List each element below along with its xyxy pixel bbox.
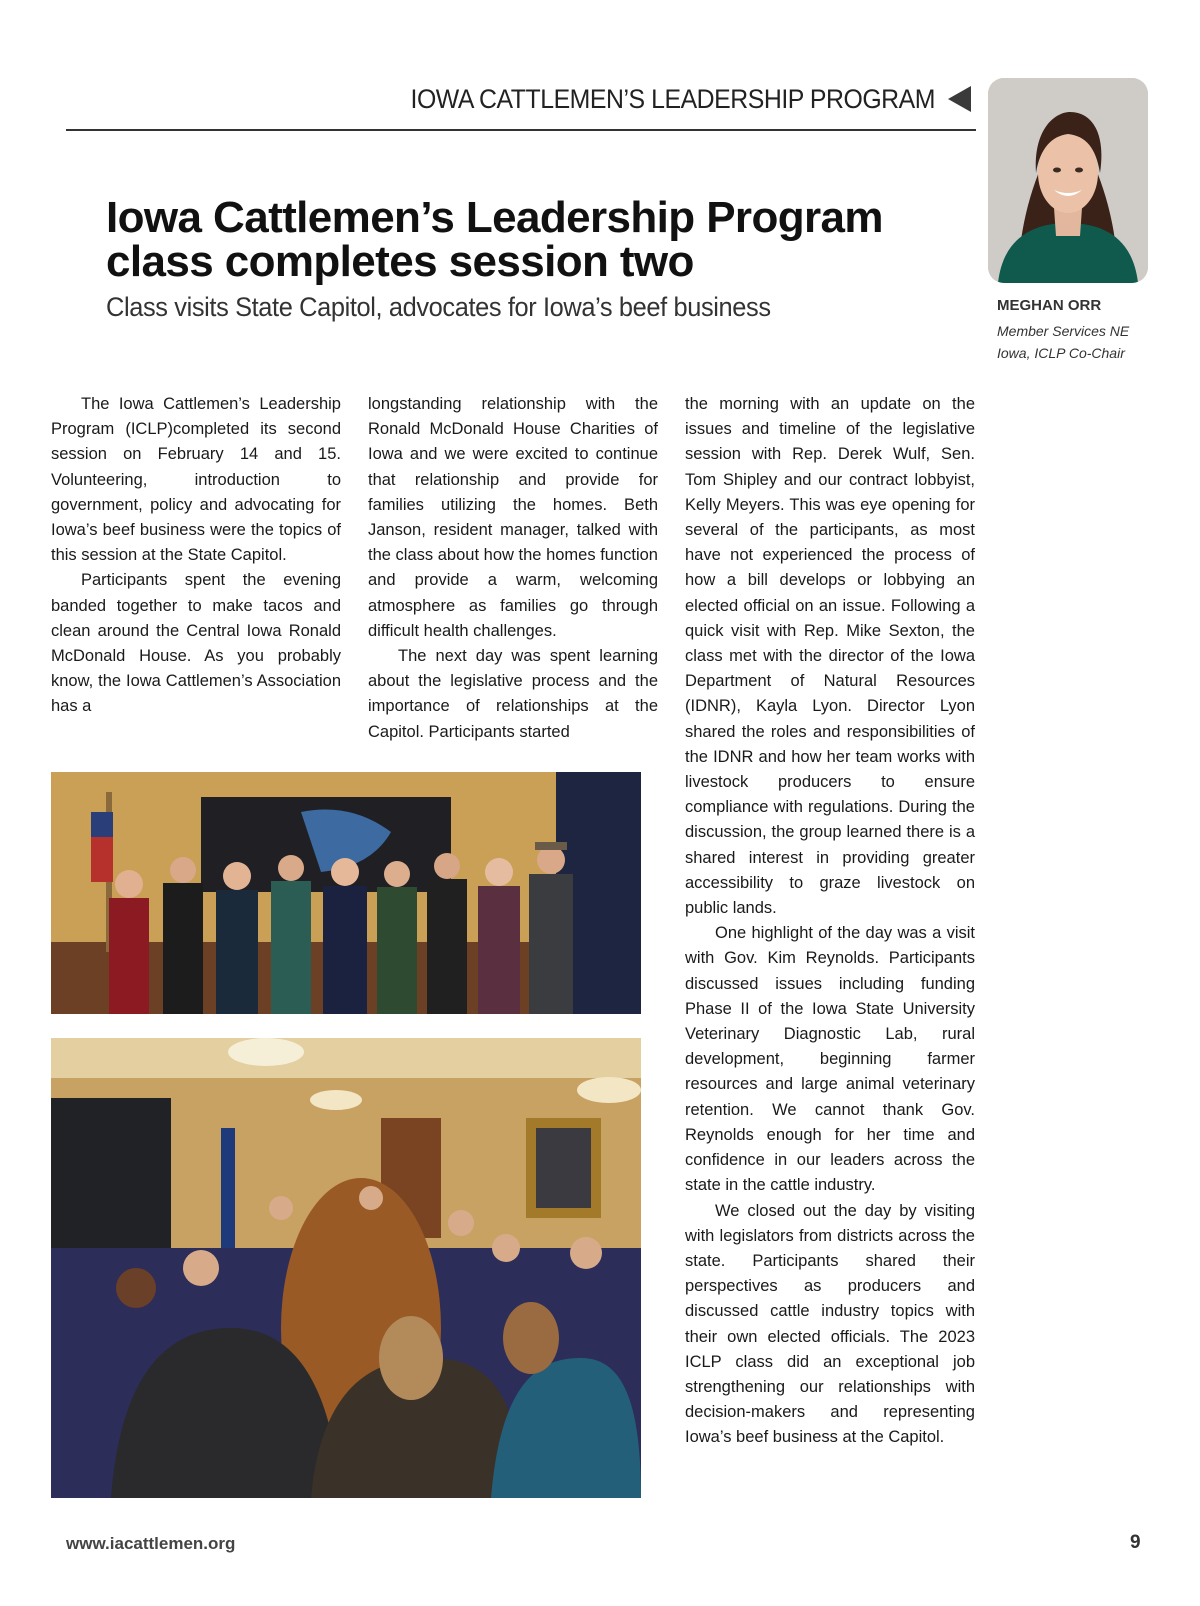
body-paragraph: One highlight of the day was a visit with Gov. Kim Reynolds. Participants discussed issues including funding Phase II of the Iowa State University Veterinary Diagnostic Lab, rural development, beginning farmer resources and large animal veterinary retention. We cannot thank Gov. Reynolds enough for her time and confidence in our leaders across the state in the cattle industry.: [685, 924, 975, 1195]
section-arrow-icon: [948, 86, 971, 112]
headline-line-1: Iowa Cattlemen’s Leadership Program: [106, 193, 883, 242]
header-rule: [66, 129, 976, 131]
headline-line-2: class completes session two: [106, 237, 694, 286]
meeting-photo-illustration: [51, 1038, 641, 1498]
body-paragraph: longstanding relationship with the Ronald McDonald House Charities of Iowa and we were excited to continue that relationship and provide for families utilizing the homes. Beth Janson, resident manager, talked with the class about how the homes function and provide a warm, welcoming atmosphere as families go through difficult health challenges.: [368, 395, 658, 640]
author-name: MEGHAN ORR: [997, 297, 1102, 314]
article-subhead: Class visits State Capitol, advocates for Iowa’s beef business: [106, 292, 771, 322]
body-paragraph: The next day was spent learning about the legislative process and the importance of relationships at the Capitol. Participants started: [368, 647, 658, 741]
body-paragraph: Participants spent the evening banded together to make tacos and clean around the Central Iowa Ronald McDonald House. As you probably know, the Iowa Cattlemen’s Association has a: [51, 571, 341, 716]
body-column-1: [51, 392, 341, 720]
article-headline: [106, 193, 926, 286]
group-photo-illustration: [51, 772, 641, 1014]
body-column-2: [368, 392, 658, 745]
footer-url[interactable]: www.iacattlemen.org: [66, 1534, 236, 1553]
body-column-3: [685, 392, 975, 1451]
author-portrait-illustration: [988, 78, 1148, 283]
author-role: Member Services NE Iowa, ICLP Co-Chair: [997, 323, 1130, 361]
group-photo: [51, 772, 641, 1014]
body-paragraph: the morning with an update on the issues and timeline of the legislative session with Rep. Derek Wulf, Sen. Tom Shipley and our contract lobbyist, Kelly Meyers. This was eye opening for several of the participants, as most have not experienced the process of how a bill develops or lobbying an elected official on an issue. Following a quick visit with Rep. Mike Sexton, the class met with the director of the Iowa Department of Natural Resources (IDNR), Kayla Lyon. Director Lyon shared the roles and responsibilities of the IDNR and how her team works with livestock producers to ensure compliance with regulations. During the discussion, the group learned there is a shared interest in providing greater accessibility to graze livestock on public lands.: [685, 395, 975, 918]
section-label: IOWA CATTLEMEN’S LEADERSHIP PROGRAM: [410, 84, 935, 114]
body-paragraph: We closed out the day by visiting with legislators from districts across the state. Participants shared their perspectives as producers and discussed cattle industry topics with their own elected officials. The 2023 ICLP class did an exceptional job strengthening our relationships with decision-makers and representing Iowa’s beef business at the Capitol.: [685, 1201, 975, 1447]
author-portrait: [988, 78, 1148, 283]
meeting-photo: [51, 1038, 641, 1498]
body-paragraph: The Iowa Cattlemen’s Leadership Program (ICLP)completed its second session on February 14 and 15. Volunteering, introduction to government, policy and advocating for Iowa’s beef business were the topics of this session at the State Capitol.: [51, 395, 341, 565]
page-number: 9: [1130, 1532, 1141, 1553]
